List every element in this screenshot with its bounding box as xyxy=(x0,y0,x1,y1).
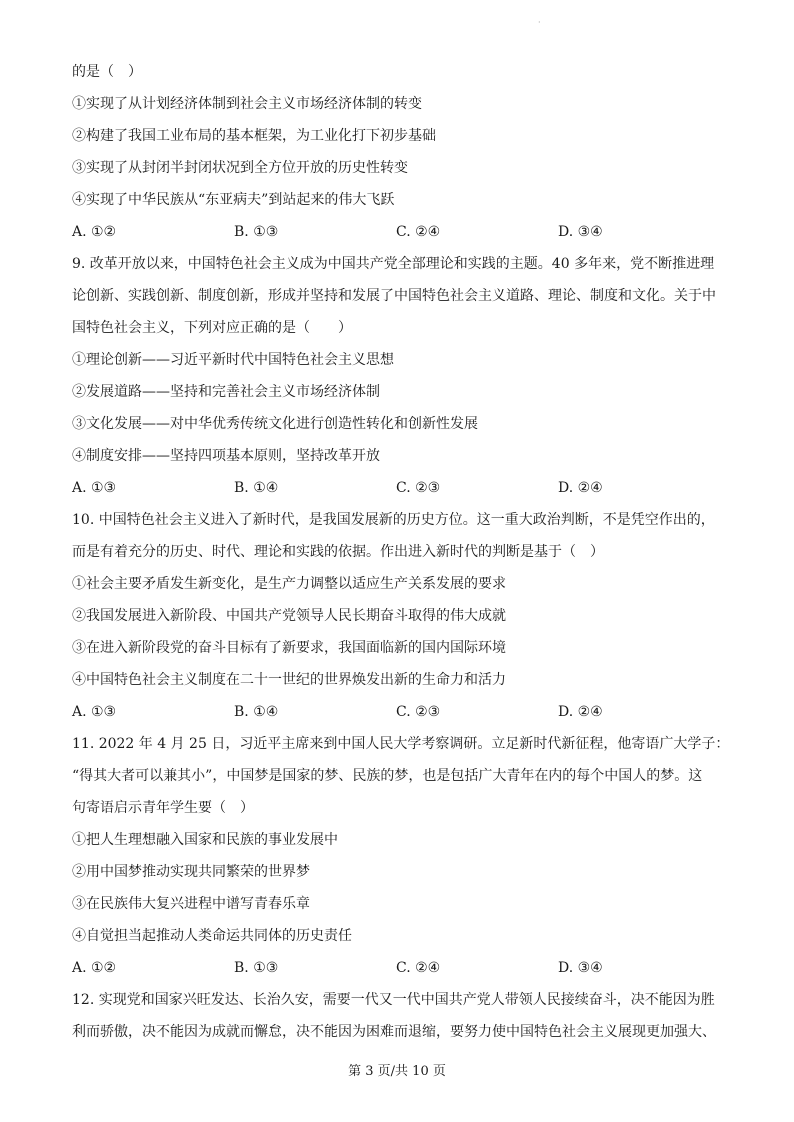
page-content xyxy=(72,62,730,1054)
question-9-item-4: ④制度安排——坚持四项基本原则，坚持改革开放 xyxy=(72,448,380,464)
question-12-stem-line-2: 利而骄傲，决不能因为成就而懈怠，决不能因为困难而退缩，要努力使中国特色社会主义展现更加强大、 xyxy=(72,1024,716,1040)
question-8-options xyxy=(72,222,722,242)
question-11-stem-line-1: 11. 2022 年 4 月 25 日，习近平主席来到中国人民大学考察调研。立足新时代新征程，他寄语广大学子： xyxy=(72,736,730,752)
question-9-options xyxy=(72,478,722,498)
question-8-item-2: ②构建了我国工业布局的基本框架，为工业化打下初步基础 xyxy=(72,128,436,144)
question-10-stem-line-1: 10. 中国特色社会主义进入了新时代，是我国发展新的历史方位。这一重大政治判断，不是凭空作出的， xyxy=(72,512,715,528)
question-8-stem-tail: 的是（ ） xyxy=(72,64,142,80)
question-8-option-a[interactable]: A. ①② xyxy=(72,224,117,240)
question-11-item-4: ④自觉担当起推动人类命运共同体的历史责任 xyxy=(72,928,352,944)
question-10-option-a[interactable]: A. ①③ xyxy=(72,704,117,720)
question-11-options xyxy=(72,958,722,978)
question-10-stem-line-2: 而是有着充分的历史、时代、理论和实践的依据。作出进入新时代的判断是基于（ ） xyxy=(72,544,604,560)
question-11-stem-line-3: 句寄语启示青年学生要（ ） xyxy=(72,800,254,816)
question-8-option-d[interactable]: D. ③④ xyxy=(558,224,603,240)
question-9-stem-line-2: 论创新、实践创新、制度创新，形成并坚持和发展了中国特色社会主义道路、理论、制度和文化。关于中 xyxy=(72,288,716,304)
question-11-item-1: ①把人生理想融入国家和民族的事业发展中 xyxy=(72,832,338,848)
question-9-item-3: ③文化发展——对中华优秀传统文化进行创造性转化和创新性发展 xyxy=(72,416,478,432)
question-10-item-4: ④中国特色社会主义制度在二十一世纪的世界焕发出新的生命力和活力 xyxy=(72,672,506,688)
question-11-stem-line-2: “得其大者可以兼其小”，中国梦是国家的梦、民族的梦，也是包括广大青年在内的每个中国人的梦。这 xyxy=(72,768,703,784)
question-8-option-c[interactable]: C. ②④ xyxy=(396,224,441,240)
question-10-options xyxy=(72,702,722,722)
question-9-option-c[interactable]: C. ②③ xyxy=(396,480,441,496)
question-10-item-3: ③在进入新阶段党的奋斗目标有了新要求，我国面临新的国内国际环境 xyxy=(72,640,506,656)
question-8-item-3: ③实现了从封闭半封闭状况到全方位开放的历史性转变 xyxy=(72,160,408,176)
question-11-option-c[interactable]: C. ②④ xyxy=(396,960,441,976)
question-10-item-1: ①社会主要矛盾发生新变化，是生产力调整以适应生产关系发展的要求 xyxy=(72,576,506,592)
question-9-stem-line-3: 国特色社会主义，下列对应正确的是（ ） xyxy=(72,320,352,336)
question-8-item-1: ①实现了从计划经济体制到社会主义市场经济体制的转变 xyxy=(72,96,422,112)
question-9-item-1: ①理论创新——习近平新时代中国特色社会主义思想 xyxy=(72,352,394,368)
question-9-option-b[interactable]: B. ①④ xyxy=(234,480,279,496)
question-8-item-4: ④实现了中华民族从“东亚病夫”到站起来的伟大飞跃 xyxy=(72,192,395,208)
question-9-item-2: ②发展道路——坚持和完善社会主义市场经济体制 xyxy=(72,384,380,400)
question-10-option-b[interactable]: B. ①④ xyxy=(234,704,279,720)
question-12-stem-line-1: 12. 实现党和国家兴旺发达、长治久安，需要一代又一代中国共产党人带领人民接续奋斗，决不能因为胜 xyxy=(72,992,715,1008)
question-10-option-c[interactable]: C. ②③ xyxy=(396,704,441,720)
question-8-option-b[interactable]: B. ①③ xyxy=(234,224,279,240)
question-9-option-a[interactable]: A. ①③ xyxy=(72,480,117,496)
question-11-item-3: ③在民族伟大复兴进程中谱写青春乐章 xyxy=(72,896,310,912)
question-11-item-2: ②用中国梦推动实现共同繁荣的世界梦 xyxy=(72,864,310,880)
page-number-footer: 第 3 页/共 10 页 xyxy=(348,1064,446,1079)
page-marker: · xyxy=(538,18,541,27)
question-9-stem-line-1: 9. 改革开放以来，中国特色社会主义成为中国共产党全部理论和实践的主题。40 多年来，党不断推进理 xyxy=(72,256,715,272)
question-11-option-b[interactable]: B. ①③ xyxy=(234,960,279,976)
question-10-option-d[interactable]: D. ②④ xyxy=(558,704,603,720)
question-11-option-d[interactable]: D. ③④ xyxy=(558,960,603,976)
question-10-item-2: ②我国发展进入新阶段、中国共产党领导人民长期奋斗取得的伟大成就 xyxy=(72,608,506,624)
question-9-option-d[interactable]: D. ②④ xyxy=(558,480,603,496)
question-11-option-a[interactable]: A. ①② xyxy=(72,960,117,976)
